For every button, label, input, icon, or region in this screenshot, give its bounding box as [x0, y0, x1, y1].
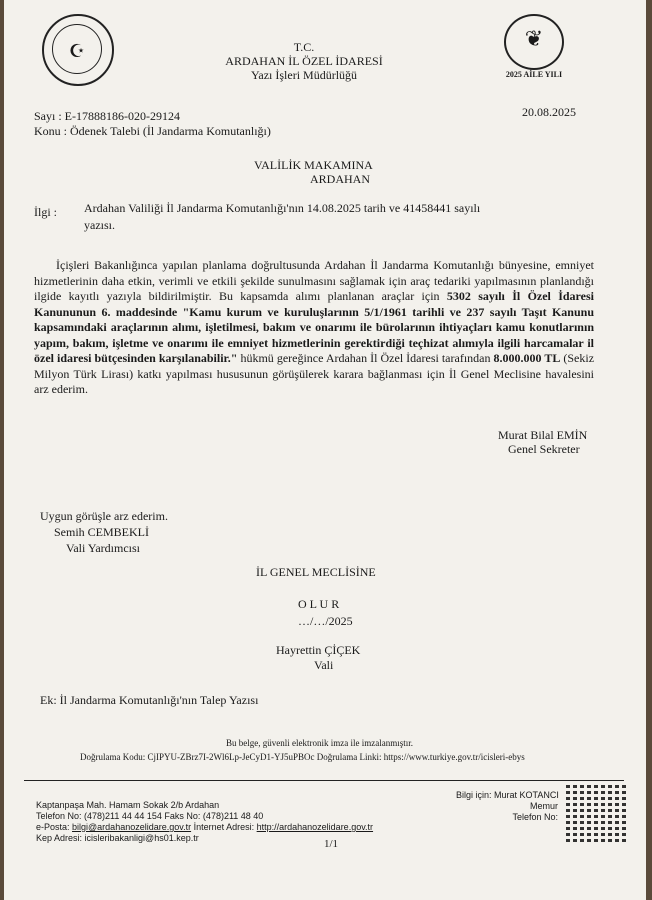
body-paragraph — [34, 258, 594, 398]
approval-name: Semih CEMBEKLİ — [54, 525, 149, 539]
olur-date: …/…/2025 — [298, 614, 353, 628]
signer-title: Genel Sekreter — [508, 442, 580, 456]
recipient-line1: VALİLİK MAKAMINA — [254, 158, 373, 172]
email-link[interactable]: bilgi@ardahanozelidare.gov.tr — [72, 822, 192, 832]
family-year-caption: 2025 AİLE YILI — [505, 70, 563, 79]
family-year-logo — [504, 14, 564, 70]
body-text-2: hükmü gereğince Ardahan İl Özel İdaresi tarafından — [237, 351, 494, 365]
body-bold-amount: 8.000.000 TL — [493, 351, 561, 365]
body-text-1: İçişleri Bakanlığınca yapılan planlama doğrultusunda Ardahan İl Jandarma Komutanlığı bünyesine, emniyet hizmetlerinin daha etkin, verimli ve etkili şekilde sunulmasını sağlamak için araç tedariki yapılmasının planlandığı ilgide kayıtlı yazıyla bildirilmiştir. Bu kapsamda alımı planlanan araçlar için — [34, 258, 594, 303]
body-bold-law: 5302 sayılı İl Özel İdaresi Kanununun 6. maddesinde "Kamu kurum ve kuruluşlarının 5/1/1961 tarihli ve 237 sayılı Taşıt Kanunu kapsamındaki araçlarının alımı, işletilmesi, bakım ve onarımı ile bürolarının ihtiyaçları kamu konutlarının yapım, bakım, işletme ve onarımı ile emniyet hizmetlerinin gerektirdiği teçhizat alımıyla ilgili harcamalar il özel idaresi bütçesinden karşılanabilir." — [34, 289, 595, 365]
governor-name: Hayrettin ÇİÇEK — [276, 643, 361, 657]
council-heading: İL GENEL MECLİSİNE — [256, 565, 376, 579]
family-tree-icon: ❦ — [524, 26, 544, 51]
ilgi-label: İlgi : — [34, 205, 57, 219]
seal-inner-ring — [52, 24, 102, 74]
info-role: Memur — [529, 801, 558, 811]
footer-contact-line — [36, 822, 373, 832]
approval-title: Vali Yardımcısı — [66, 541, 141, 555]
document-date: 20.08.2025 — [522, 105, 576, 119]
info-phone: Telefon No: — [512, 812, 558, 822]
signer-name: Murat Bilal EMİN — [498, 428, 588, 442]
sayi-line: Sayı : E-17888186-020-29124 — [34, 109, 180, 123]
page-number: 1/1 — [324, 838, 339, 850]
ilgi-line1: Ardahan Valiliği İl Jandarma Komutanlığı'nın 14.08.2025 tarih ve 41458441 sayılı — [84, 201, 481, 215]
recipient-line2: ARDAHAN — [310, 172, 370, 186]
attachment-line: Ek: İl Jandarma Komutanlığı'nın Talep Yazısı — [40, 693, 259, 707]
governor-title: Vali — [314, 658, 334, 672]
approval-line: Uygun görüşle arz ederim. — [40, 509, 168, 523]
footer-phone: Telefon No: (478)211 44 44 154 Faks No: (478)211 48 40 — [36, 811, 264, 821]
footer-address: Kaptanpaşa Mah. Hamam Sokak 2/b Ardahan — [36, 800, 220, 810]
website-link[interactable]: http://ardahanozelidare.gov.tr — [256, 822, 374, 832]
ministry-seal-logo — [42, 14, 114, 86]
document-page — [4, 0, 646, 900]
email-label: e-Posta: — [36, 822, 73, 832]
info-contact: Bilgi için: Murat KOTANCI — [456, 790, 559, 800]
qr-code-icon — [566, 782, 626, 842]
verification-line: Doğrulama Kodu: CjIPYU-ZBrz7I-2Wl6Lp-JeCyD1-YJ5uPBOc Doğrulama Linki: https://www.turkiye.gov.tr/icisleri-ebys — [80, 752, 525, 762]
crescent-star-icon: ☪ — [68, 41, 86, 61]
olur-text: O L U R — [298, 597, 340, 611]
web-label: İnternet Adresi: — [191, 822, 257, 832]
konu-line: Konu : Ödenek Talebi (İl Jandarma Komutanlığı) — [34, 124, 271, 138]
esign-note: Bu belge, güvenli elektronik imza ile imzalanmıştır. — [226, 738, 413, 748]
ilgi-line2: yazısı. — [84, 218, 115, 232]
footer-divider — [24, 780, 624, 781]
header-line-institution: ARDAHAN İL ÖZEL İDARESİ — [225, 54, 383, 68]
header-line-tc: T.C. — [293, 40, 315, 54]
footer-kep: Kep Adresi: icisleribakanligi@hs01.kep.tr — [36, 833, 199, 843]
header-line-department: Yazı İşleri Müdürlüğü — [250, 68, 358, 82]
body-text-3: (Sekiz Milyon Türk Lirası) katkı yapılması hususunun görüşülerek karara bağlanması için İl Genel Meclisine havalesini arz ederim. — [34, 351, 595, 396]
